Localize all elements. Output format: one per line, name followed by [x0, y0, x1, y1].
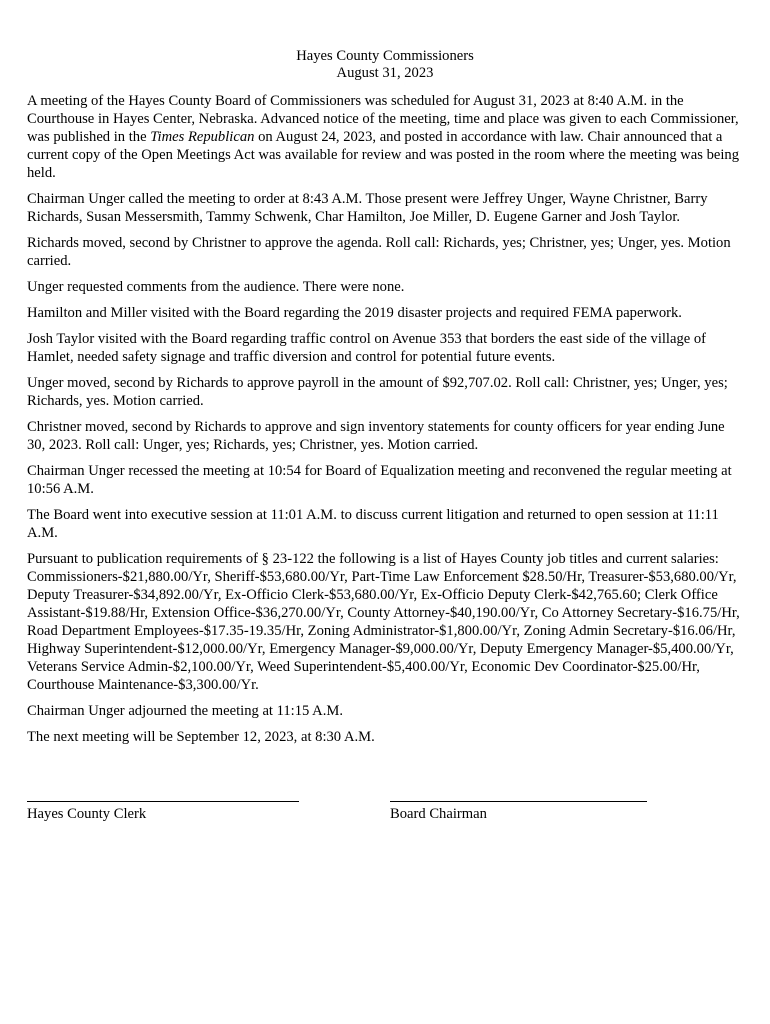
paragraph-next-meeting: The next meeting will be September 12, 2023, at 8:30 A.M. — [27, 729, 375, 745]
paragraph-inventory-motion: Christner moved, second by Richards to approve and sign inventory statements for county officers for year ending June 30, 2023. Roll call: Unger, yes; Richards, yes; Christner, yes. Motion carried. — [27, 419, 725, 453]
chairman-signature-line — [390, 801, 647, 802]
paragraph-audience-comments: Unger requested comments from the audience. There were none. — [27, 279, 405, 295]
document-title: Hayes County Commissioners — [296, 48, 474, 64]
meeting-date: August 31, 2023 — [336, 65, 434, 81]
newspaper-name: Times Republican — [150, 129, 255, 145]
paragraph-meeting-notice: A meeting of the Hayes County Board of Commissioners was scheduled for August 31, 2023 at 8:40 A.M. in the Courthouse in Hayes Center, Nebraska. Advanced notice of the meeting, time and place was given to each Commissioner, was published in the Times Republican on August 24, 2023, and posted in accordance with law. Chair announced that a current copy of the Open Meetings Act was available for review and was posted in the room where the meeting was being held. — [27, 93, 740, 181]
paragraph-fema: Hamilton and Miller visited with the Board regarding the 2019 disaster projects and required FEMA paperwork. — [27, 305, 682, 321]
paragraph-executive-session: The Board went into executive session at 11:01 A.M. to discuss current litigation and returned to open session at 11:11 A.M. — [27, 507, 719, 541]
clerk-signature-line — [27, 801, 299, 802]
document-header — [0, 48, 770, 82]
paragraph-adjourned: Chairman Unger adjourned the meeting at 11:15 A.M. — [27, 703, 343, 719]
clerk-signature-label: Hayes County Clerk — [27, 806, 147, 822]
paragraph-call-to-order: Chairman Unger called the meeting to order at 8:43 A.M. Those present were Jeffrey Unger, Wayne Christner, Barry Richards, Susan Messersmith, Tammy Schwenk, Char Hamilton, Joe Miller, D. Eugene Garner and Josh Taylor. — [27, 191, 708, 225]
paragraph-salaries: Pursuant to publication requirements of § 23-122 the following is a list of Hayes County job titles and current salaries: Commissioners-$21,880.00/Yr, Sheriff-$53,680.00/Yr, Part-Time Law Enforcement $28.50/Hr, Treasurer-$53,680.00/Yr, Deputy Treasurer-$34,892.00/Yr, Ex-Officio Clerk-$53,680.00/Yr, Ex-Officio Deputy Clerk-$42,765.60; Clerk Office Assistant-$19.88/Hr, Extension Office-$36,270.00/Yr, County Attorney-$40,190.00/Yr, Co Attorney Secretary-$16.75/Hr, Road Department Employees-$17.35-19.35/Hr, Zoning Administrator-$1,800.00/Yr, Zoning Admin Secretary-$16.06/Hr, Highway Superintendent-$12,000.00/Yr, Emergency Manager-$9,000.00/Yr, Deputy Emergency Manager-$5,400.00/Yr, Veterans Service Admin-$2,100.00/Yr, Weed Superintendent-$5,400.00/Yr, Economic Dev Coordinator-$25.00/Hr, Courthouse Maintenance-$3,300.00/Yr. — [27, 551, 740, 693]
paragraph-agenda-motion: Richards moved, second by Christner to approve the agenda. Roll call: Richards, yes; Christner, yes; Unger, yes. Motion carried. — [27, 235, 731, 269]
minutes-body — [27, 92, 743, 754]
paragraph-recess: Chairman Unger recessed the meeting at 10:54 for Board of Equalization meeting and reconvened the regular meeting at 10:56 A.M. — [27, 463, 732, 497]
paragraph-payroll-motion: Unger moved, second by Richards to approve payroll in the amount of $92,707.02. Roll call: Christner, yes; Unger, yes; Richards, yes. Motion carried. — [27, 375, 728, 409]
chairman-signature-label: Board Chairman — [390, 806, 487, 822]
paragraph-traffic-control: Josh Taylor visited with the Board regarding traffic control on Avenue 353 that borders the east side of the village of Hamlet, needed safety signage and traffic diversion and control for potential future events. — [27, 331, 707, 365]
